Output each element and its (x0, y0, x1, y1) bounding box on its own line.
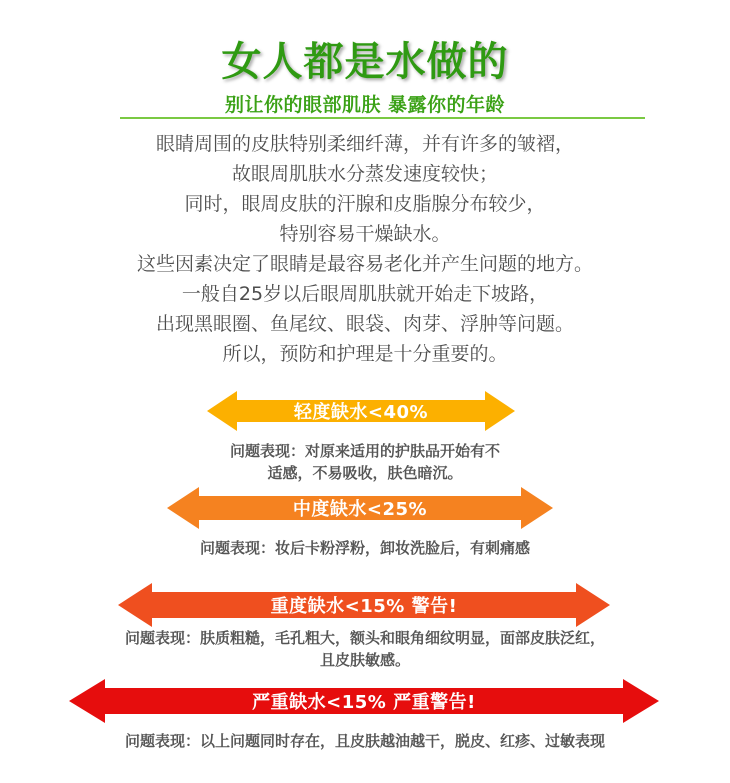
intro-line: 一般自25岁以后眼周肌肤就开始走下坡路， (181, 283, 549, 305)
level-arrow-mild (207, 391, 515, 431)
level-label: 中度缺水<25% (292, 499, 428, 520)
level-arrow-critical (69, 679, 659, 723)
level-description-line: 问题表现：对原来适用的护肤品开始有不 (229, 442, 500, 460)
level-description-line: 问题表现：肤质粗糙，毛孔粗大，额头和眼角细纹明显，面部皮肤泛红， (124, 629, 605, 647)
intro-line: 出现黑眼圈、鱼尾纹、眼袋、肉芽、浮肿等问题。 (155, 313, 574, 335)
level-description-line: 且皮肤敏感。 (319, 651, 410, 669)
level-label: 严重缺水<15% 严重警告! (252, 692, 476, 713)
intro-line: 眼睛周围的皮肤特别柔细纤薄，并有许多的皱褶， (155, 133, 574, 155)
page-subtitle: 别让你的眼部肌肤 暴露你的年龄 (224, 94, 506, 116)
level-arrow-moderate (167, 487, 553, 529)
level-label: 重度缺水<15% 警告! (270, 596, 458, 617)
intro-line: 这些因素决定了眼睛是最容易老化并产生问题的地方。 (136, 253, 593, 275)
level-description-line: 适感，不易吸收，肤色暗沉。 (267, 464, 463, 482)
level-description (0, 440, 730, 484)
title-divider (120, 117, 645, 119)
level-label: 轻度缺水<40% (293, 402, 429, 423)
intro-line: 故眼周肌肤水分蒸发速度较快； (231, 163, 498, 185)
level-description (0, 627, 730, 671)
intro-line: 特别容易干燥缺水。 (279, 223, 451, 245)
level-description-line: 问题表现：以上问题同时存在，且皮肤越油越干，脱皮、红疹、过敏表现 (124, 732, 605, 750)
intro-line: 所以，预防和护理是十分重要的。 (222, 343, 508, 365)
page-title: 女人都是水做的 (221, 39, 509, 85)
level-arrow-severe (118, 583, 610, 627)
intro-line: 同时，眼周皮肤的汗腺和皮脂腺分布较少， (184, 193, 546, 215)
level-description-line: 问题表现：妆后卡粉浮粉，卸妆洗脸后，有刺痛感 (199, 539, 530, 557)
intro-text (0, 129, 730, 369)
level-description (0, 730, 730, 752)
level-description (0, 537, 730, 559)
